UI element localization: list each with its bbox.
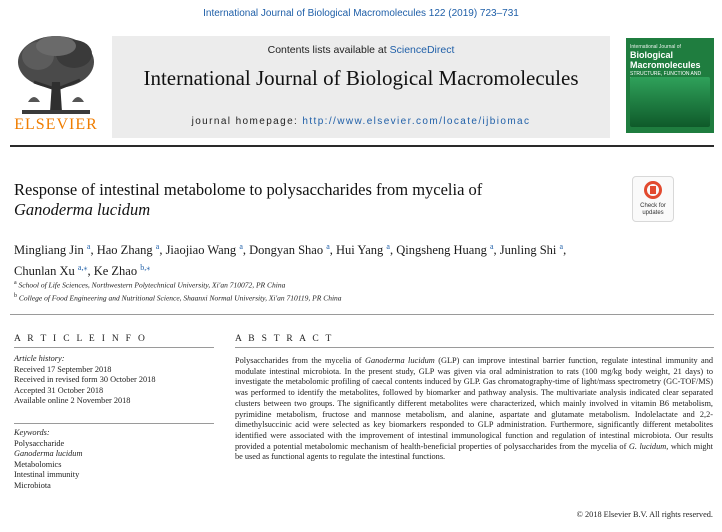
- author[interactable]: Chunlan Xu $^{a,⁎}$: [14, 263, 88, 279]
- sciencedirect-link[interactable]: ScienceDirect: [389, 44, 455, 56]
- keyword: Intestinal immunity: [14, 470, 80, 479]
- elsevier-logo: [8, 32, 104, 136]
- author[interactable]: Junling Shi $^a$: [499, 242, 564, 258]
- journal-reference[interactable]: International Journal of Biological Macromolecules 122 (2019) 723–731: [203, 8, 519, 19]
- author[interactable]: Hui Yang $^a$: [336, 242, 390, 258]
- keywords-label: Keywords:: [14, 428, 50, 437]
- contents-prefix: Contents lists available at: [267, 44, 387, 56]
- affiliation: $^a$ School of Life Sciences, Northwestern Polytechnical University, Xi'an 710072, PR China: [14, 280, 286, 290]
- history-item: Received in revised form 30 October 2018: [14, 375, 156, 384]
- article-history: [14, 354, 214, 407]
- affiliations: [14, 278, 714, 303]
- keyword: Polysaccharide: [14, 438, 65, 448]
- cover-subtitle: STRUCTURE, FUNCTION AND: [630, 71, 702, 77]
- abstract-heading: A B S T R A C T: [235, 334, 334, 344]
- author[interactable]: Ke Zhao $^{b,⁎}$: [93, 263, 151, 279]
- cover-art: [630, 77, 710, 127]
- bookmark-icon: [650, 186, 656, 194]
- author[interactable]: Mingliang Jin $^a$: [14, 242, 91, 258]
- journal-title: International Journal of Biological Macromolecules: [143, 66, 579, 90]
- title-plain: Response of intestinal metabolome to polysaccharides from mycelia of: [14, 180, 483, 199]
- elsevier-wordmark: ELSEVIER: [14, 116, 98, 133]
- title-italic: Ganoderma lucidum: [14, 200, 151, 219]
- keywords-rule: [14, 423, 214, 424]
- cover-title-line1: Biological: [630, 50, 674, 60]
- history-item: Available online 2 November 2018: [14, 396, 131, 405]
- abstract-rule: [235, 347, 714, 348]
- homepage-prefix: journal homepage:: [191, 116, 299, 127]
- article-info-heading: A R T I C L E I N F O: [14, 334, 148, 344]
- author[interactable]: Jiaojiao Wang $^a$: [165, 242, 243, 258]
- cover-small-text: International Journal of: [630, 44, 681, 50]
- journal-cover[interactable]: [626, 38, 714, 133]
- cover-title-line2: Macromolecules: [630, 60, 701, 70]
- affiliation: $^b$ College of Food Engineering and Nutritional Science, Shaanxi Normal University, Xi'an 710119, PR China: [14, 292, 342, 302]
- author[interactable]: Dongyan Shao $^a$: [249, 242, 330, 258]
- article-title: [14, 180, 614, 220]
- homepage-link[interactable]: http://www.elsevier.com/locate/ijbiomac: [302, 116, 531, 127]
- keyword: Microbiota: [14, 480, 51, 490]
- keyword: Metabolomics: [14, 459, 62, 469]
- keyword: Ganoderma lucidum: [14, 449, 83, 458]
- journal-homepage: [112, 116, 610, 127]
- article-info-rule: [14, 347, 214, 348]
- copyright: © 2018 Elsevier B.V. All rights reserved.: [576, 510, 713, 519]
- keywords: [14, 428, 214, 491]
- author[interactable]: Hao Zhang $^a$: [96, 242, 160, 258]
- abstract-text: Polysaccharides from the mycelia of Ganoderma lucidum (GLP) can improve intestinal barrier function, regulate intestinal immunity and modulate intestinal microbiota. In the present study, GLP was given via oral administration to rats (100 mg/kg body weight, 21 days) to investigate the metabolomic profiling of caecal contents induced by GLP. Gas chromatography-time of light/mass spectrometry (GC-TOF/MS) was performed to identify the metabolites, followed by biomarker and pathway analysis. The multivariate analysis indicated clear separated clusters between two groups. The significantly different metabolites were characterized, which mainly involved in vitamin B6 metabolism, pyrimidine metabolism, fructose and mannose metabolism, and alanine, aspartate and glutamate metabolism. Indolelactate and 2,2-dimethylsuccinic acid were selected as key biomarkers responded to GLP administration. Furthermore, significantly different metabolites identified were associated with the improvement of intestinal immunological function and regulation of intestinal microbiota. Our results provided a potential metabolomic mechanism of health-beneficial properties of polysaccharides from the mycelia of G. lucidum, which might be used as functional agents to regulate the intestinal functions.: [235, 356, 713, 462]
- history-item: Accepted 31 October 2018: [14, 385, 104, 395]
- author-list: Mingliang Jin $^a$, Hao Zhang $^a$, Jiaojiao Wang $^a$, Dongyan Shao $^a$, Hui Yang $^a$, Qingsheng Huang $^a$, Junling Shi $^a$, Chunlan Xu $^{a,⁎}$, Ke Zhao $^{b,⁎}$: [14, 242, 567, 279]
- author[interactable]: Qingsheng Huang $^a$: [396, 242, 494, 258]
- check-for-updates-button[interactable]: [632, 176, 674, 222]
- section-rule: [10, 314, 714, 315]
- history-label: Article history:: [14, 354, 65, 363]
- check-for-updates-label: Check for updates: [640, 203, 666, 216]
- header-rule: [10, 145, 714, 147]
- contents-line: [112, 44, 610, 56]
- history-item: Received 17 September 2018: [14, 364, 112, 374]
- journal-banner: [112, 36, 610, 138]
